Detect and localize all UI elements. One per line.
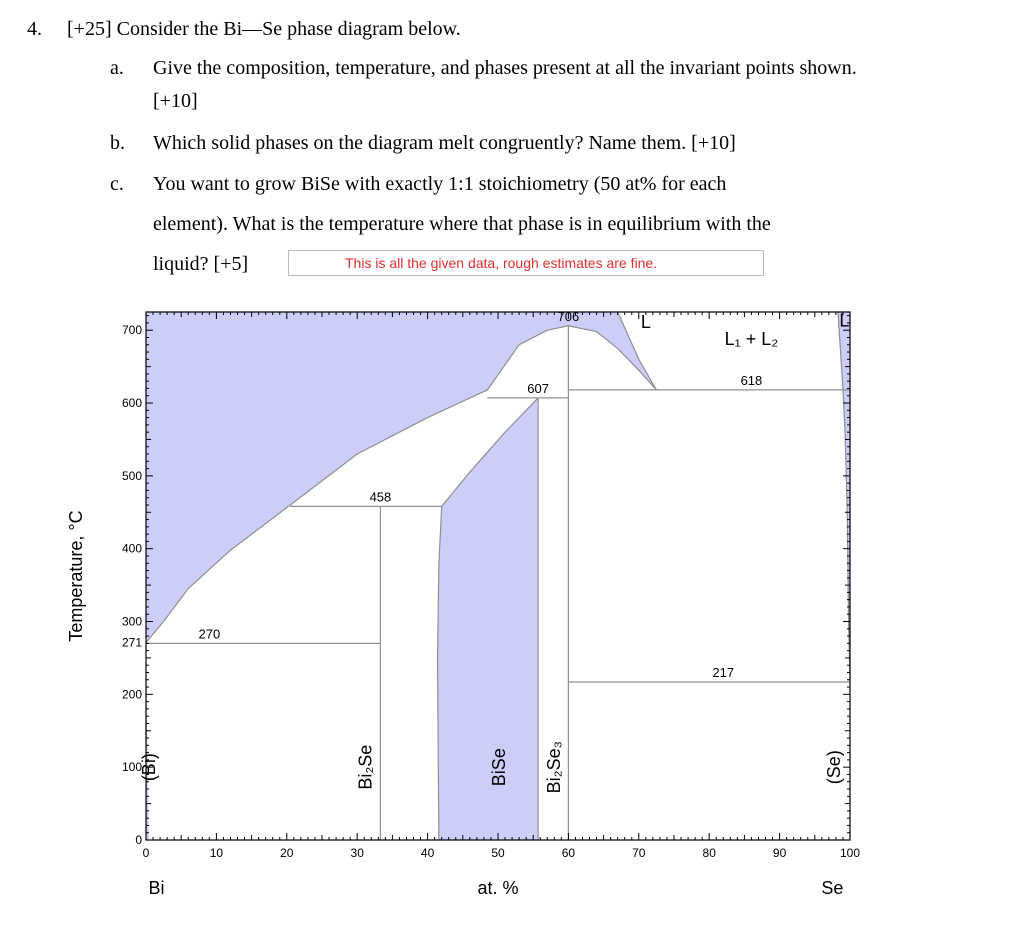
x-tick-label: 40 bbox=[420, 846, 435, 860]
part-a-line1: Give the composition, temperature, and phases present at all the invariant points shown. bbox=[153, 57, 857, 79]
x-tick-label: 80 bbox=[702, 846, 716, 860]
y-tick-label: 600 bbox=[121, 396, 142, 411]
question-header: [+25] Consider the Bi—Se phase diagram below. bbox=[67, 18, 461, 40]
bise-phase-field bbox=[438, 398, 539, 840]
region-label: (Bi) bbox=[139, 753, 160, 782]
x-tick-label: 30 bbox=[350, 846, 364, 860]
region-label: L bbox=[640, 312, 651, 333]
invariant-label-607: 607 bbox=[527, 380, 549, 396]
y-tick-label: 0 bbox=[135, 833, 142, 847]
invariant-label-618: 618 bbox=[740, 372, 763, 388]
invariant-label-270: 270 bbox=[198, 626, 221, 642]
y-axis-title: Temperature, °C bbox=[66, 510, 86, 642]
x-tick-label: 70 bbox=[632, 846, 646, 860]
invariant-label-706: 706 bbox=[557, 308, 580, 324]
region-label: L₁ + L₂ bbox=[724, 328, 779, 349]
note-box: This is all the given data, rough estimates are fine. bbox=[288, 250, 764, 276]
region-label: L bbox=[839, 310, 850, 331]
part-c-line2: element). What is the temperature where that phase is in equilibrium with the bbox=[153, 213, 771, 235]
part-a-line2: [+10] bbox=[153, 90, 198, 112]
region-label: Bi₂Se bbox=[355, 744, 376, 790]
x-right-element: Se bbox=[821, 878, 844, 898]
x-tick-label: 90 bbox=[772, 846, 787, 860]
invariant-label-458: 458 bbox=[369, 489, 392, 505]
question-number: 4. bbox=[27, 18, 42, 40]
invariant-label-217: 217 bbox=[712, 664, 735, 680]
x-tick-label: 0 bbox=[142, 846, 150, 860]
y-tick-label: 400 bbox=[121, 541, 142, 556]
y-tick-label: 100 bbox=[121, 760, 142, 775]
part-b-line1: Which solid phases on the diagram melt congruently? Name them. [+10] bbox=[153, 132, 736, 154]
x-tick-label: 20 bbox=[280, 846, 294, 860]
liquid-solid-region-left bbox=[146, 312, 656, 643]
part-b-letter: b. bbox=[110, 132, 125, 154]
y-tick-label: 300 bbox=[121, 614, 142, 629]
part-c-letter: c. bbox=[110, 173, 124, 195]
y-tick-label: 200 bbox=[121, 687, 142, 702]
region-label: Bi₂Se₃ bbox=[543, 741, 564, 794]
x-tick-label: 100 bbox=[839, 846, 861, 860]
y-tick-label: 700 bbox=[121, 323, 142, 338]
x-tick-label: 60 bbox=[561, 846, 576, 860]
x-tick-label: 10 bbox=[209, 846, 224, 860]
part-c-line1: You want to grow BiSe with exactly 1:1 stoichiometry (50 at% for each bbox=[153, 173, 727, 195]
x-left-element: Bi bbox=[148, 878, 165, 898]
y-tick-label: 500 bbox=[121, 468, 142, 483]
part-c-line3: liquid? [+5] bbox=[153, 253, 249, 275]
x-axis-title: at. % bbox=[477, 878, 519, 898]
y-tick-label-extra: 271 bbox=[121, 635, 142, 650]
region-label: BiSe bbox=[489, 748, 510, 787]
region-label: (Se) bbox=[824, 750, 845, 785]
x-tick-label: 50 bbox=[491, 846, 505, 860]
part-a-letter: a. bbox=[110, 57, 124, 79]
